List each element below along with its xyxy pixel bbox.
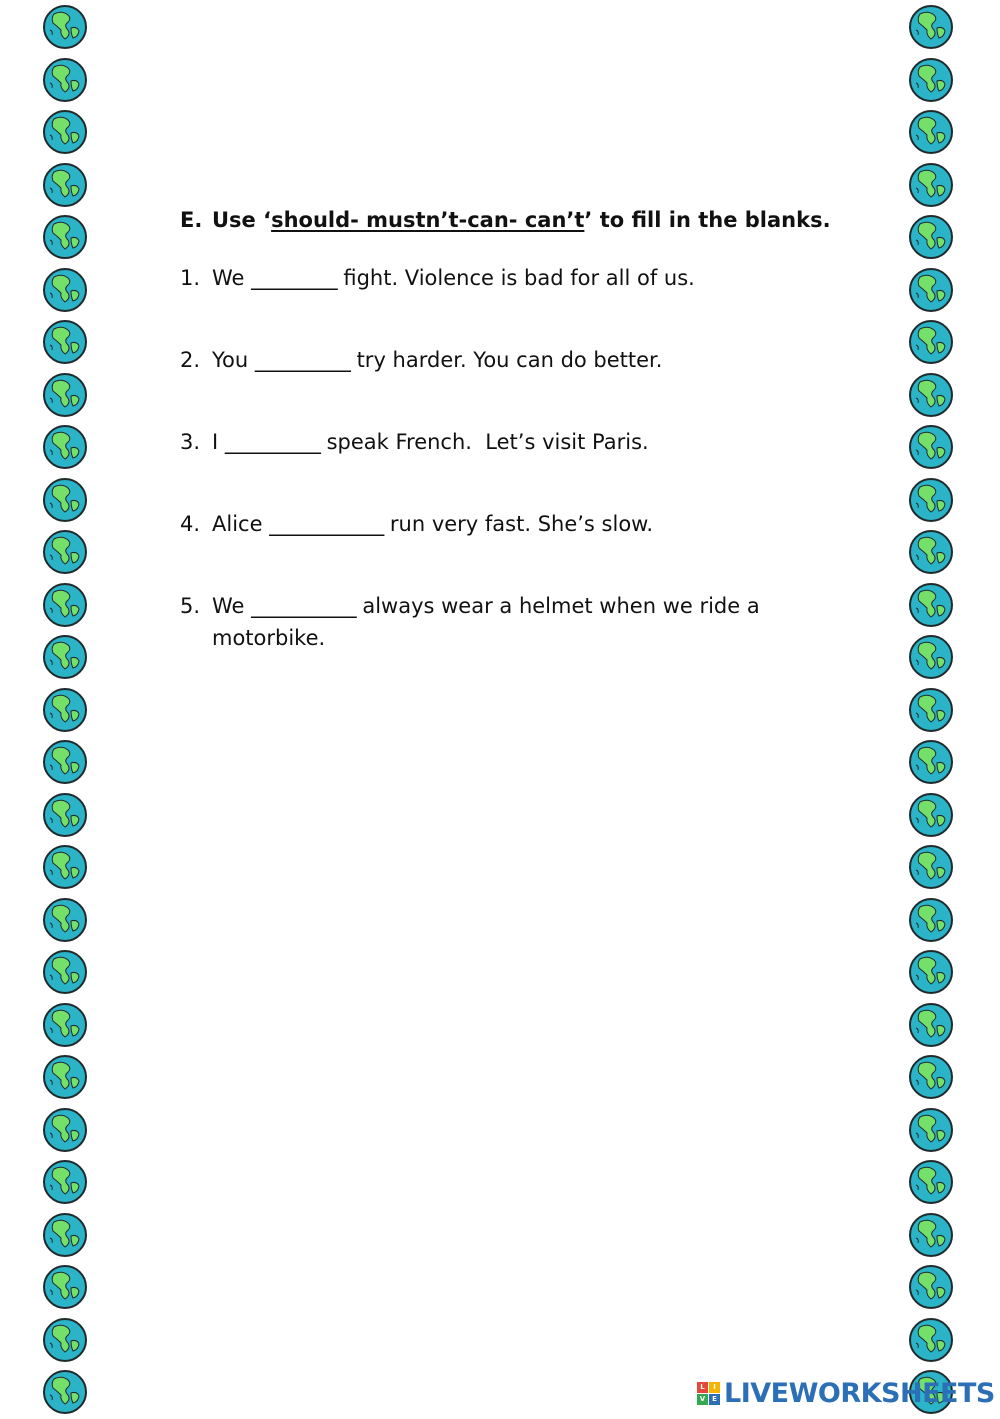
- globe-border-right: [906, 0, 958, 1413]
- globe-icon: [42, 529, 88, 575]
- globe-icon: [42, 267, 88, 313]
- globe-icon: [908, 1212, 954, 1258]
- globe-icon: [42, 57, 88, 103]
- globe-icon: [908, 319, 954, 365]
- globe-icon: [42, 162, 88, 208]
- globe-icon: [908, 1159, 954, 1205]
- globe-icon: [42, 4, 88, 50]
- question-3: 3. I __________ speak French. Let’s visit Paris.: [180, 426, 860, 458]
- globe-icon: [908, 687, 954, 733]
- globe-icon: [908, 792, 954, 838]
- globe-icon: [908, 477, 954, 523]
- liveworksheets-logo-icon: L I V E: [697, 1382, 720, 1405]
- globe-icon: [908, 897, 954, 943]
- globe-icon: [42, 214, 88, 260]
- globe-icon: [908, 214, 954, 260]
- globe-icon: [908, 739, 954, 785]
- globe-icon: [42, 109, 88, 155]
- globe-icon: [908, 1317, 954, 1363]
- globe-icon: [908, 162, 954, 208]
- globe-icon: [908, 582, 954, 628]
- globe-icon: [908, 844, 954, 890]
- exercise-heading: [180, 200, 860, 240]
- modal-verbs-list: should- mustn’t-can- can’t: [271, 208, 585, 232]
- globe-icon: [42, 1054, 88, 1100]
- globe-icon: [908, 634, 954, 680]
- globe-icon: [42, 1317, 88, 1363]
- globe-icon: [908, 1107, 954, 1153]
- globe-icon: [42, 477, 88, 523]
- globe-icon: [42, 792, 88, 838]
- globe-icon: [42, 319, 88, 365]
- question-number: 5.: [180, 594, 201, 618]
- exercise-instruction: Use ‘should- mustn’t-can- can’t’ to fill in the blanks.: [212, 208, 831, 232]
- globe-icon: [42, 424, 88, 470]
- globe-icon: [908, 57, 954, 103]
- globe-icon: [908, 109, 954, 155]
- question-number: 4.: [180, 512, 201, 536]
- globe-icon: [42, 634, 88, 680]
- globe-icon: [908, 1002, 954, 1048]
- answer-blank[interactable]: ____________: [269, 512, 384, 536]
- question-number: 2.: [180, 348, 201, 372]
- brand-name: LIVEWORKSHEETS: [724, 1377, 995, 1409]
- question-number: 1.: [180, 266, 201, 290]
- globe-icon: [42, 949, 88, 995]
- liveworksheets-brand[interactable]: [697, 1376, 993, 1410]
- globe-icon: [42, 582, 88, 628]
- globe-icon: [908, 4, 954, 50]
- question-2: 2. You __________ try harder. You can do better.: [180, 344, 860, 376]
- globe-icon: [42, 844, 88, 890]
- question-5: 5. We ___________ always wear a helmet when we ride a motorbike.: [180, 590, 860, 654]
- globe-icon: [42, 372, 88, 418]
- answer-blank[interactable]: _________: [251, 266, 337, 290]
- question-1: 1. We _________ fight. Violence is bad for all of us.: [180, 262, 860, 294]
- answer-blank[interactable]: __________: [224, 430, 320, 454]
- globe-icon: [42, 1002, 88, 1048]
- answer-blank[interactable]: __________: [254, 348, 350, 372]
- globe-icon: [42, 897, 88, 943]
- globe-icon: [908, 949, 954, 995]
- exercise-letter: E.: [180, 208, 203, 232]
- question-number: 3.: [180, 430, 201, 454]
- globe-icon: [42, 739, 88, 785]
- globe-icon: [908, 1054, 954, 1100]
- globe-icon: [908, 267, 954, 313]
- globe-icon: [42, 687, 88, 733]
- globe-icon: [908, 372, 954, 418]
- answer-blank[interactable]: ___________: [251, 594, 356, 618]
- globe-icon: [908, 1264, 954, 1310]
- question-4: 4. Alice ____________ run very fast. She’s slow.: [180, 508, 860, 540]
- globe-icon: [42, 1369, 88, 1415]
- worksheet-content: [180, 200, 860, 654]
- globe-icon: [42, 1264, 88, 1310]
- globe-icon: [908, 424, 954, 470]
- globe-icon: [908, 529, 954, 575]
- globe-icon: [42, 1159, 88, 1205]
- globe-icon: [42, 1212, 88, 1258]
- globe-icon: [42, 1107, 88, 1153]
- globe-border-left: [40, 0, 92, 1413]
